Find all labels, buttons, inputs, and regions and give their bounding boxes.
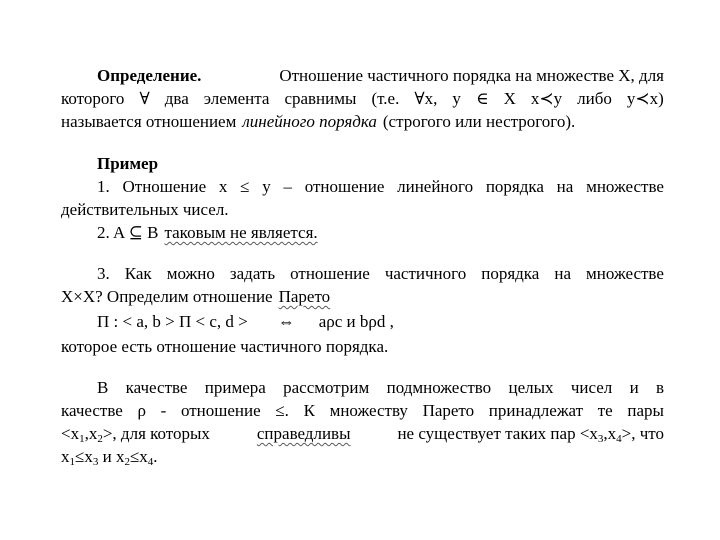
word: ∀ — [139, 89, 150, 108]
word: Отношение — [122, 177, 207, 196]
word: - — [160, 401, 167, 420]
spellcheck-text: справедливы — [256, 424, 351, 443]
word: y — [262, 177, 271, 196]
word: те — [597, 401, 613, 420]
text: . — [153, 447, 158, 466]
word: ≤. — [275, 401, 289, 420]
text: (строгого или нестрогого). — [382, 112, 576, 131]
text: не существует таких пар <x — [397, 424, 598, 443]
equivalence-symbol: ⇔ — [277, 312, 295, 331]
definition-line-3 — [61, 110, 664, 133]
word: принадлежат — [488, 401, 584, 420]
word: (т.е. — [371, 89, 400, 108]
word: y — [452, 89, 461, 108]
word: сравнимы — [284, 89, 357, 108]
definition-line-2 — [61, 87, 664, 110]
item1-line-1 — [61, 175, 664, 198]
word: Как — [124, 264, 152, 283]
subscript: 3 — [597, 433, 604, 445]
word: пары — [627, 401, 664, 420]
word: качестве — [125, 378, 188, 397]
subscript: 3 — [92, 456, 99, 468]
item3-line-4 — [61, 335, 664, 358]
word: отношение — [290, 264, 370, 283]
word: два — [164, 89, 189, 108]
word: ρ — [137, 401, 146, 420]
word: частичного — [384, 264, 467, 283]
word: x≺y — [530, 89, 563, 108]
word: Парето — [422, 401, 475, 420]
word: рассмотрим — [283, 378, 370, 397]
para-line-2 — [61, 399, 664, 422]
word: примера — [204, 378, 266, 397]
definition-paragraph — [61, 64, 664, 133]
subscript: 1 — [69, 456, 75, 468]
word: 1. — [97, 177, 110, 196]
text: и x — [98, 447, 125, 466]
example-block — [61, 152, 664, 244]
word: и — [629, 378, 639, 397]
word: можно — [166, 264, 215, 283]
subscript: 4 — [147, 456, 154, 468]
item3-block — [61, 262, 664, 358]
word: ≤ — [240, 177, 250, 196]
word: порядка — [485, 177, 544, 196]
word: – — [283, 177, 292, 196]
formula-right: aρc и bρd , — [318, 312, 394, 331]
text: ,x — [603, 424, 617, 443]
word: множеству — [329, 401, 408, 420]
para-line-1 — [61, 376, 664, 399]
subscript: 4 — [616, 433, 622, 445]
subscript: 2 — [97, 433, 103, 445]
word: множестве — [586, 177, 664, 196]
word: y≺x) — [626, 89, 664, 108]
para-line-4 — [61, 445, 664, 468]
example-heading-line — [61, 152, 664, 175]
text: ≤x — [75, 447, 93, 466]
word: линейного — [397, 177, 474, 196]
word: подмножество — [386, 378, 492, 397]
text: которое есть отношение частичного порядка. — [61, 337, 389, 356]
subscript: 1 — [79, 433, 85, 445]
definition-line-1 — [61, 64, 664, 87]
formula-left: Π : < a, b > Π < c, d > — [97, 312, 248, 331]
spellcheck-text: таковым не является. — [164, 223, 318, 242]
spellcheck-text: Парето — [278, 287, 331, 306]
definition-text: Отношение частичного порядка на множестве X, для — [279, 66, 664, 85]
word: множестве — [586, 264, 664, 283]
text: >, для которых — [102, 424, 210, 443]
word: на — [556, 177, 574, 196]
text: X×X? Определим отношение — [61, 287, 273, 306]
word: 3. — [97, 264, 110, 283]
word: ∈ — [475, 89, 489, 108]
pareto-formula — [61, 310, 664, 333]
definition-heading: Определение. — [97, 66, 202, 85]
word: x — [218, 177, 228, 196]
text: действительных чисел. — [61, 200, 229, 219]
word: в — [655, 378, 664, 397]
item3-line-1 — [61, 262, 664, 285]
text: x — [61, 447, 70, 466]
text: ≤x — [129, 447, 148, 466]
subscript: 2 — [124, 456, 130, 468]
item1-line-2 — [61, 198, 664, 221]
item3-line-2 — [61, 285, 664, 308]
word: ∀x, — [414, 89, 438, 108]
word: отношение — [304, 177, 385, 196]
word: либо — [577, 89, 612, 108]
example-paragraph — [61, 376, 664, 468]
text: >, что — [621, 424, 664, 443]
word: В — [97, 378, 109, 397]
word: элемента — [203, 89, 270, 108]
word: на — [554, 264, 572, 283]
word: целых — [508, 378, 554, 397]
word: качестве — [61, 401, 123, 420]
text: <x — [61, 424, 80, 443]
text: 2. A ⊆ B — [97, 223, 159, 242]
text: ,x — [84, 424, 98, 443]
word: отношение — [180, 401, 261, 420]
para-line-3 — [61, 422, 664, 445]
item2-line — [61, 221, 664, 244]
italic-term: линейного порядка — [242, 112, 377, 131]
word: которого — [61, 89, 125, 108]
word: К — [303, 401, 315, 420]
text: называется отношением — [61, 112, 237, 131]
word: X — [503, 89, 516, 108]
word: чисел — [570, 378, 613, 397]
word: порядка — [481, 264, 540, 283]
word: задать — [229, 264, 276, 283]
example-heading: Пример — [97, 154, 159, 173]
